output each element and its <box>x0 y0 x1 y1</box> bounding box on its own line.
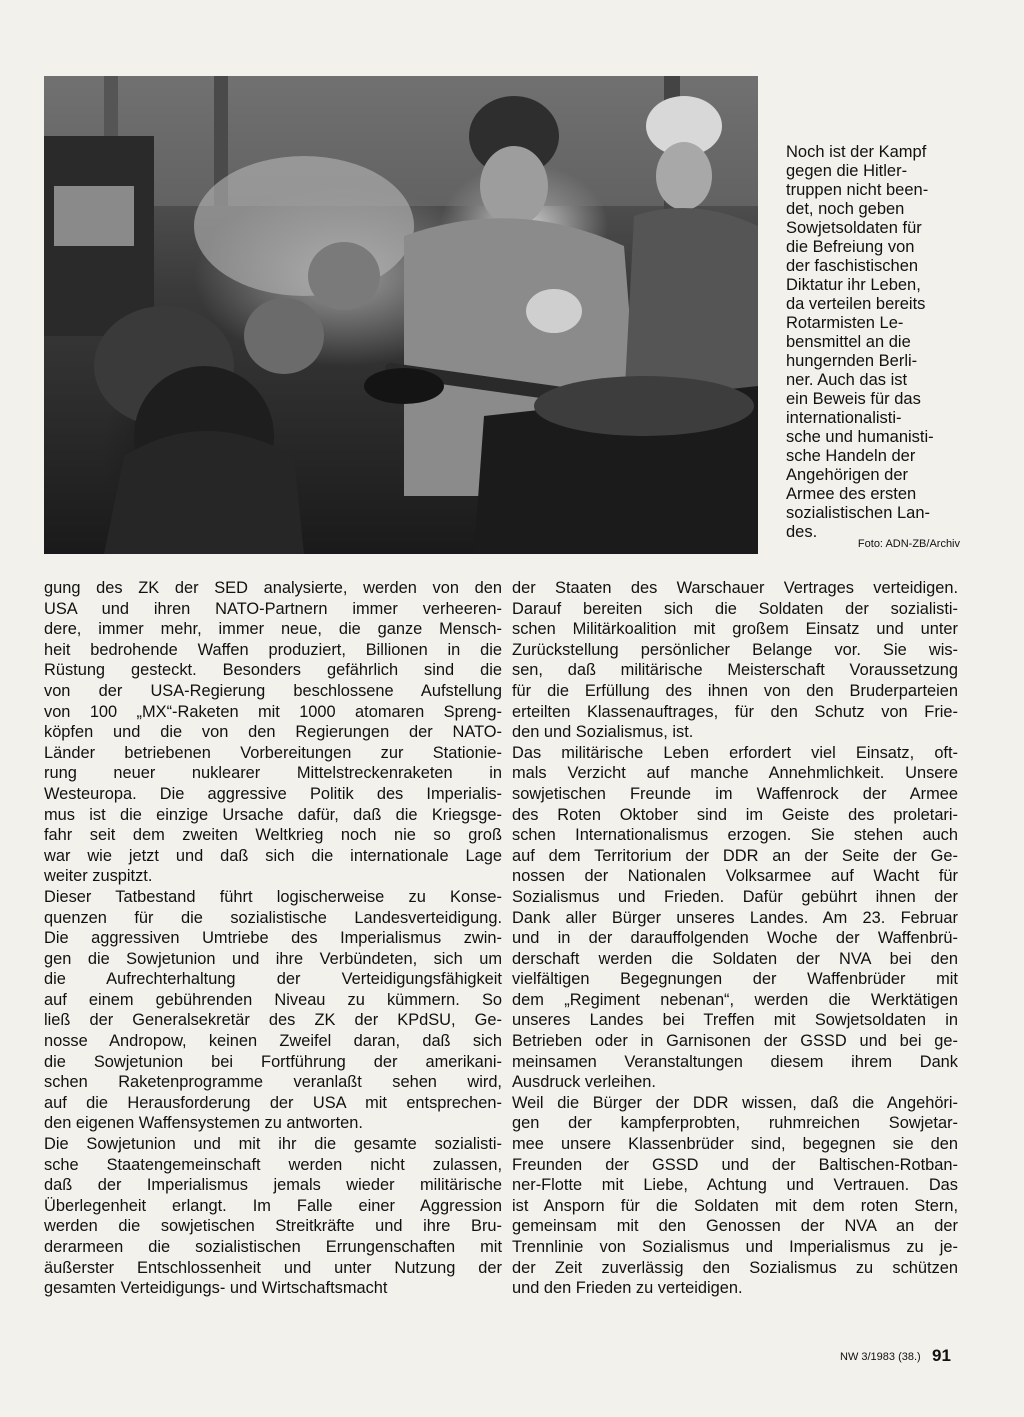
caption-line: bensmittel an die <box>786 333 911 351</box>
page-number: 91 <box>932 1346 951 1365</box>
caption-line: des. <box>786 523 818 541</box>
text-line: die Aufrechterhaltung der Verteidigungsfähigkeit <box>44 970 502 989</box>
photo-credit: Foto: ADN-ZB/Archiv <box>857 538 960 550</box>
text-line: die Sowjetunion bei Fortführung der amerikani- <box>44 1052 502 1071</box>
text-line: von 100 „MX“-Raketen mit 1000 atomaren Spreng- <box>44 702 502 721</box>
caption-line: sozialistischen Lan- <box>786 504 930 522</box>
text-line: heit bedrohende Waffen produziert, Billionen in die <box>44 640 502 659</box>
text-line: Betrieben oder in Garnisonen der GSSD und bei ge- <box>512 1032 958 1051</box>
caption-line: truppen nicht been- <box>786 181 929 199</box>
text-line: und in der darauffolgenden Woche der Waffenbrü- <box>512 929 958 948</box>
text-line: ner-Flotte mit Liebe, Achtung und Vertrauen. Das <box>512 1176 958 1195</box>
text-line: Dieser Tatbestand führt logischerweise zu Konse- <box>44 887 502 906</box>
text-line: der Zeit zuverlässig den Sozialismus zu schützen <box>512 1258 958 1277</box>
text-line: sen, daß militärische Meisterschaft Voraussetzung <box>512 661 958 680</box>
caption-line: der faschistischen <box>786 257 919 275</box>
text-line: vielfältigen Begegnungen der Waffenbrüder mit <box>512 970 958 989</box>
text-line: Überlegenheit erlangt. Im Falle einer Aggression <box>44 1196 502 1215</box>
text-line: quenzen für die sozialistische Landesverteidigung. <box>44 908 502 927</box>
caption-line: ein Beweis für das <box>786 390 921 408</box>
text-line: auf dem Territorium der DDR an der Seite der Ge- <box>512 846 958 865</box>
text-line: erteilten Klassenauftrages, für den Schutz von Frie- <box>512 702 958 721</box>
text-line: dere, immer mehr, immer neue, die ganze Mensch- <box>44 620 502 639</box>
caption-text <box>786 143 966 542</box>
text-line: gung des ZK der SED analysierte, werden von den <box>44 579 502 597</box>
text-line: war wie jetzt und daß sich die internationale Lage <box>44 846 502 865</box>
text-line: köpfen und die von den Regierungen der NATO- <box>44 723 502 742</box>
text-line: schen Militärkoalition mit großem Einsatz und unter <box>512 620 958 639</box>
text-line: Die Sowjetunion und mit ihr die gesamte sozialisti- <box>44 1135 502 1154</box>
text-line: Ausdruck verleihen. <box>512 1073 656 1092</box>
caption-line: sche und humanisti- <box>786 428 934 446</box>
text-line: werden die sowjetischen Streitkräfte und ihre Bru- <box>44 1217 502 1236</box>
caption-line: Noch ist der Kampf <box>786 143 927 161</box>
text-line: auf die Herausforderung der USA mit entsprechen- <box>44 1093 502 1112</box>
caption-line: hungernden Berli- <box>786 352 918 370</box>
text-line: unseres Landes bei Treffen mit Sowjetsoldaten in <box>512 1011 958 1030</box>
text-line: meinsamen Veranstaltungen diesem ihrem Dank <box>512 1052 958 1071</box>
text-line: Länder betriebenen Vorbereitungen zur Stationie- <box>44 743 502 762</box>
text-line: und den Frieden zu verteidigen. <box>512 1279 743 1298</box>
caption-line: Angehörigen der <box>786 466 909 484</box>
text-line: USA und ihren NATO-Partnern immer verheeren- <box>44 599 502 618</box>
text-line: Rüstung gesteckt. Besonders gefährlich sind die <box>44 661 502 680</box>
text-line: ist Ansporn für die Soldaten mit dem roten Stern, <box>512 1196 958 1215</box>
caption-line: die Befreiung von <box>786 238 915 256</box>
caption-line: Armee des ersten <box>786 485 917 503</box>
text-line: auf einem gebührenden Niveau zu kümmern. So <box>44 990 502 1009</box>
text-line: Die aggressiven Umtriebe des Imperialismus zwin- <box>44 929 502 948</box>
text-line: für die Erfüllung des ihnen von den Bruderparteien <box>512 681 958 700</box>
text-line: mus ist die einzige Ursache dafür, daß die Kriegsge- <box>44 805 502 824</box>
text-line: Weil die Bürger der DDR wissen, daß die Angehöri- <box>512 1093 958 1112</box>
text-line: Trennlinie von Sozialismus und Imperialismus zu je- <box>512 1238 958 1256</box>
photo-illustration <box>44 76 758 554</box>
photo-caption <box>786 143 966 542</box>
text-line: des Roten Oktober sind im Geiste des proletari- <box>512 805 958 824</box>
caption-line: Rotarmisten Le- <box>786 314 904 332</box>
text-line: von der USA-Regierung beschlossene Aufstellung <box>44 681 502 700</box>
text-line: ließ der Generalsekretär des ZK der KPdSU, Ge- <box>44 1011 502 1030</box>
caption-line: Diktatur ihr Leben, <box>786 276 921 294</box>
text-line: gen der kampferprobten, ruhmreichen Sowjetar- <box>512 1114 958 1133</box>
text-line: Westeuropa. Die aggressive Politik des Imperialis- <box>44 784 502 803</box>
caption-line: Sowjetsoldaten für <box>786 219 922 237</box>
text-line: den und Sozialismus, ist. <box>512 723 694 742</box>
text-line: schen Internationalismus erzogen. Sie stehen auch <box>512 826 958 845</box>
text-line: gesamten Verteidigungs- und Wirtschaftsmacht <box>44 1279 388 1298</box>
caption-line: ner. Auch das ist <box>786 371 908 389</box>
text-line: äußerster Entschlossenheit und unter Nutzung der <box>44 1258 502 1277</box>
caption-line: da verteilen bereits <box>786 295 926 313</box>
text-line: der Staaten des Warschauer Vertrages verteidigen. <box>512 579 958 597</box>
issue-label: NW 3/1983 (38.) <box>840 1351 921 1363</box>
text-line: den eigenen Waffensystemen zu antworten. <box>44 1114 363 1133</box>
text-line: derschaft werden die Soldaten der NVA bei den <box>512 949 958 968</box>
text-line: Darauf bereiten sich die Soldaten der sozialisti- <box>512 599 958 618</box>
text-line: mals Verzicht auf manche Annehmlichkeit. Unsere <box>512 764 958 783</box>
historical-photo <box>44 76 758 554</box>
text-column-left <box>44 578 502 1299</box>
text-line: Zurückstellung persönlicher Belange vor. Sie wis- <box>512 640 958 659</box>
text-line: weiter zuspitzt. <box>44 867 153 886</box>
caption-line: det, noch geben <box>786 200 905 218</box>
text-line: nosse Andropow, keinen Zweifel daran, daß sich <box>44 1032 502 1051</box>
text-line: daß der Imperialismus jemals wieder militärische <box>44 1176 502 1195</box>
text-line: sowjetischen Freunde im Waffenrock der Armee <box>512 784 958 803</box>
text-line: rung neuer nuklearer Mittelstreckenraketen in <box>44 764 502 783</box>
text-line: Sozialismus und Frieden. Dafür gebührt ihnen der <box>512 887 958 906</box>
caption-line: gegen die Hitler- <box>786 162 908 180</box>
text-line: Das militärische Leben erfordert viel Einsatz, oft- <box>512 743 958 762</box>
text-line: sche Staatengemeinschaft werden nicht zulassen, <box>44 1155 502 1174</box>
text-line: Dank aller Bürger unseres Landes. Am 23. Februar <box>512 908 958 927</box>
text-line: fahr seit dem zweiten Weltkrieg noch nie so groß <box>44 826 502 845</box>
text-line: derarmeen die sozialistischen Errungenschaften mit <box>44 1238 502 1256</box>
caption-line: sche Handeln der <box>786 447 916 465</box>
text-line: gen die Sowjetunion und ihre Verbündeten, sich um <box>44 949 502 968</box>
text-line: dem „Regiment nebenan“, werden die Werktätigen <box>512 990 958 1009</box>
text-line: schen Raketenprogramme veranlaßt sehen wird, <box>44 1073 502 1092</box>
text-line: gemeinsam mit den Genossen der NVA an der <box>512 1217 958 1236</box>
text-column-right <box>512 578 958 1299</box>
caption-line: internationalisti- <box>786 409 902 427</box>
text-line: Freunden der GSSD und der Baltischen-Rotban- <box>512 1155 958 1174</box>
text-line: nossen der Nationalen Volksarmee auf Wacht für <box>512 867 958 886</box>
text-line: mee unsere Klassenbrüder sind, begegnen sie den <box>512 1135 958 1154</box>
